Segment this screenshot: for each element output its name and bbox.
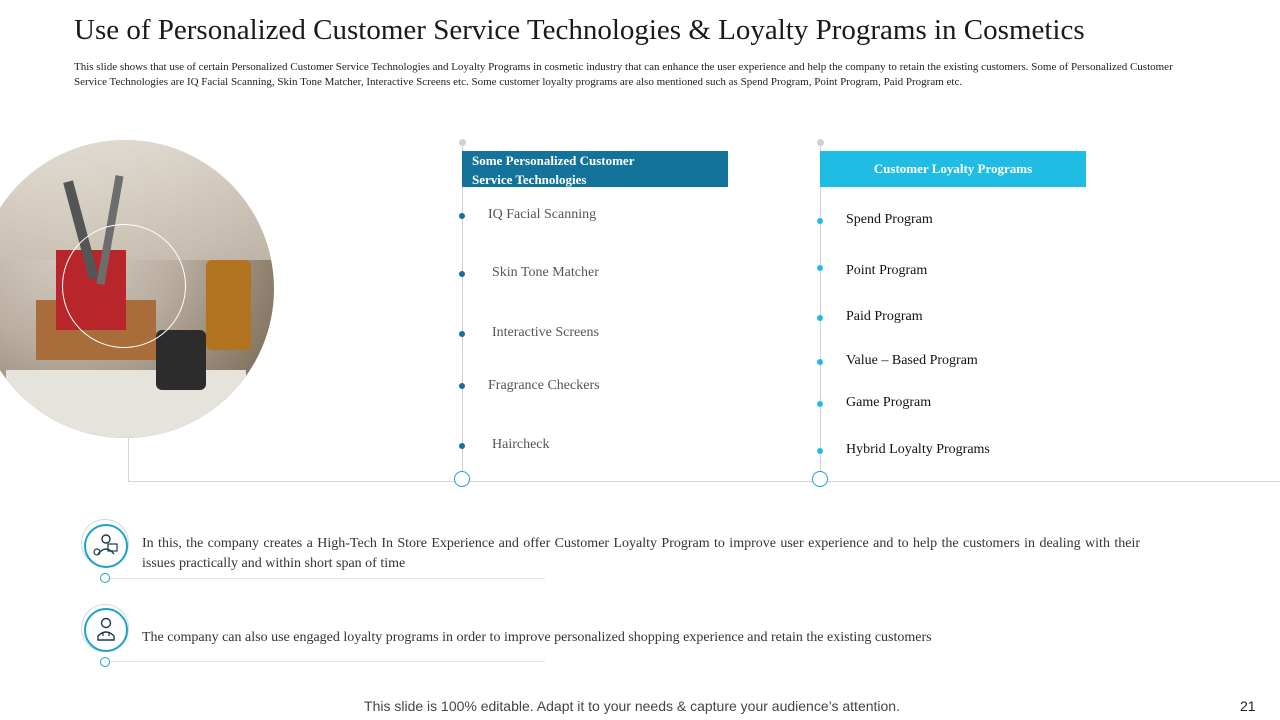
column-top-dot — [817, 139, 824, 146]
loyalty-item: Value – Based Program — [846, 353, 978, 368]
note-dot — [100, 573, 110, 583]
bullet-icon — [817, 401, 823, 407]
timeline-line — [128, 481, 1280, 482]
bullet-icon — [817, 265, 823, 271]
customer-service-icon — [84, 524, 128, 568]
doctor-icon — [84, 608, 128, 652]
loyalty-item: Point Program — [846, 263, 928, 278]
note-text: In this, the company creates a High-Tech In Store Experience and offer Customer Loyalty Program to improve user experience and to help the customers in dealing with their issues practically and within short span of time — [142, 536, 1140, 571]
note-text: The company can also use engaged loyalty programs in order to improve personalized shopping experience and retain the existing customers — [142, 630, 932, 645]
note-dot — [100, 657, 110, 667]
bullet-icon — [459, 383, 465, 389]
note-underline — [105, 661, 545, 662]
column-bottom-ring — [812, 471, 828, 487]
bullet-icon — [459, 443, 465, 449]
bullet-icon — [459, 271, 465, 277]
tech-item: IQ Facial Scanning — [488, 207, 597, 222]
tech-heading-line1: Some Personalized Customer — [472, 153, 635, 168]
loyalty-item: Hybrid Loyalty Programs — [846, 442, 990, 457]
tech-item: Interactive Screens — [492, 325, 599, 340]
tech-heading-line2: Service Technologies — [472, 172, 587, 187]
column-bottom-ring — [454, 471, 470, 487]
bullet-icon — [459, 331, 465, 337]
loyalty-heading: Customer Loyalty Programs — [820, 151, 1086, 187]
loyalty-item: Spend Program — [846, 212, 933, 227]
slide-title: Use of Personalized Customer Service Technologies & Loyalty Programs in Cosmetics — [74, 14, 1085, 46]
note-underline — [105, 578, 545, 579]
tech-item: Haircheck — [492, 437, 550, 452]
photo-inner-ring — [62, 224, 186, 348]
tech-item: Skin Tone Matcher — [492, 265, 599, 280]
bullet-icon — [817, 315, 823, 321]
tech-heading — [462, 151, 728, 187]
tech-item: Fragrance Checkers — [488, 378, 600, 393]
bullet-icon — [817, 448, 823, 454]
loyalty-item: Paid Program — [846, 309, 923, 324]
slide-subtitle: This slide shows that use of certain Personalized Customer Service Technologies and Loyalty Programs in cosmetic industry that can enhance the user experience and help the company to retain the existing customers. Some of Personalized Customer Service Technologies are IQ Facial Scanning, Skin Tone Matcher, Interactive Screens etc. Some customer loyalty programs are also mentioned such as Spend Program, Point Program, Paid Program etc. — [74, 61, 1173, 88]
bullet-icon — [459, 213, 465, 219]
bullet-icon — [817, 218, 823, 224]
loyalty-item: Game Program — [846, 395, 932, 410]
footer-text: This slide is 100% editable. Adapt it to your needs & capture your audience’s attention. — [364, 698, 900, 714]
column-top-dot — [459, 139, 466, 146]
column-line — [820, 146, 821, 472]
connector-line — [128, 438, 129, 482]
column-line — [462, 146, 463, 472]
page-number: 21 — [1240, 698, 1256, 714]
bullet-icon — [817, 359, 823, 365]
